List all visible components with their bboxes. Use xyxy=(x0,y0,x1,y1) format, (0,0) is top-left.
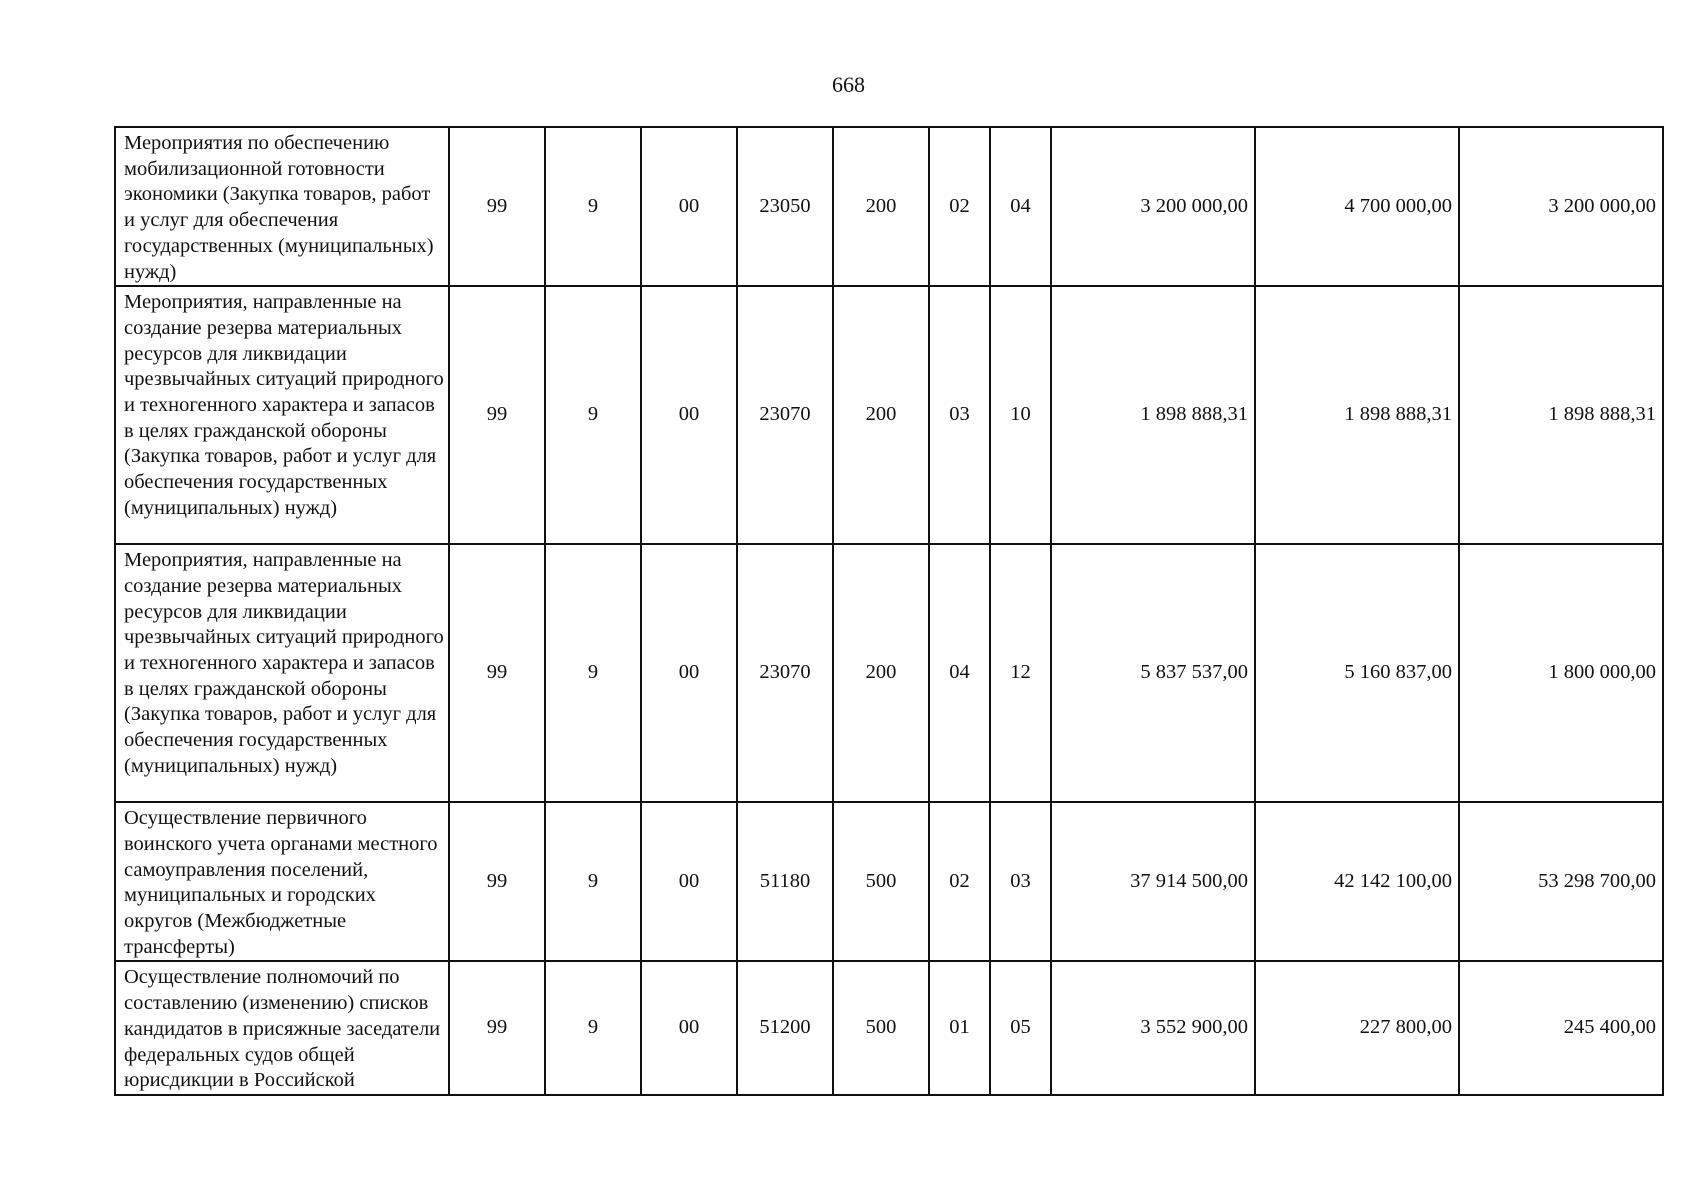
page-number: 668 xyxy=(832,72,865,97)
amount-year-2: 1 898 888,31 xyxy=(1255,286,1459,544)
expense-type-code: 200 xyxy=(833,286,929,544)
expense-type-code: 500 xyxy=(833,961,929,1095)
amount-year-2: 5 160 837,00 xyxy=(1255,544,1459,802)
expense-type-code: 200 xyxy=(833,544,929,802)
amount-year-3: 245 400,00 xyxy=(1459,961,1663,1095)
amount-year-1: 3 200 000,00 xyxy=(1051,127,1255,286)
subprogram-code: 9 xyxy=(545,286,641,544)
main-event-code: 00 xyxy=(641,127,737,286)
section-code: 01 xyxy=(929,961,990,1095)
table-row xyxy=(115,961,1663,1095)
section-code: 02 xyxy=(929,802,990,961)
subsection-code: 12 xyxy=(990,544,1051,802)
direction-code: 51180 xyxy=(737,802,833,961)
program-code: 99 xyxy=(449,961,545,1095)
row-description: Мероприятия, направленные на создание резерва материальных ресурсов для ликвидации чрезвычайных ситуаций природного и техногенного характера и запасов в целях гражданской обороны (Закупка товаров, работ и услуг для обеспечения государственных (муниципальных) нужд) xyxy=(115,544,449,802)
subsection-code: 10 xyxy=(990,286,1051,544)
expense-type-code: 500 xyxy=(833,802,929,961)
row-description: Мероприятия, направленные на создание резерва материальных ресурсов для ликвидации чрезвычайных ситуаций природного и техногенного характера и запасов в целях гражданской обороны (Закупка товаров, работ и услуг для обеспечения государственных (муниципальных) нужд) xyxy=(115,286,449,544)
subsection-code: 04 xyxy=(990,127,1051,286)
amount-year-2: 227 800,00 xyxy=(1255,961,1459,1095)
subprogram-code: 9 xyxy=(545,802,641,961)
direction-code: 23070 xyxy=(737,286,833,544)
subprogram-code: 9 xyxy=(545,544,641,802)
amount-year-1: 5 837 537,00 xyxy=(1051,544,1255,802)
direction-code: 23070 xyxy=(737,544,833,802)
amount-year-3: 53 298 700,00 xyxy=(1459,802,1663,961)
expense-type-code: 200 xyxy=(833,127,929,286)
row-description: Осуществление первичного воинского учета органами местного самоуправления поселений, муниципальных и городских округов (Межбюджетные трансферты) xyxy=(115,802,449,961)
program-code: 99 xyxy=(449,802,545,961)
section-code: 04 xyxy=(929,544,990,802)
amount-year-3: 1 800 000,00 xyxy=(1459,544,1663,802)
amount-year-1: 37 914 500,00 xyxy=(1051,802,1255,961)
table-row xyxy=(115,286,1663,544)
direction-code: 51200 xyxy=(737,961,833,1095)
table-row xyxy=(115,802,1663,961)
amount-year-3: 1 898 888,31 xyxy=(1459,286,1663,544)
budget-table xyxy=(114,126,1664,1096)
main-event-code: 00 xyxy=(641,802,737,961)
amount-year-3: 3 200 000,00 xyxy=(1459,127,1663,286)
subprogram-code: 9 xyxy=(545,961,641,1095)
subsection-code: 03 xyxy=(990,802,1051,961)
program-code: 99 xyxy=(449,286,545,544)
program-code: 99 xyxy=(449,544,545,802)
subprogram-code: 9 xyxy=(545,127,641,286)
row-description: Осуществление полномочий по составлению (изменению) списков кандидатов в присяжные заседатели федеральных судов общей юрисдикции в Российской xyxy=(115,961,449,1095)
main-event-code: 00 xyxy=(641,961,737,1095)
table-row xyxy=(115,127,1663,286)
row-description: Мероприятия по обеспечению мобилизационной готовности экономики (Закупка товаров, работ и услуг для обеспечения государственных (муниципальных) нужд) xyxy=(115,127,449,286)
amount-year-1: 3 552 900,00 xyxy=(1051,961,1255,1095)
direction-code: 23050 xyxy=(737,127,833,286)
subsection-code: 05 xyxy=(990,961,1051,1095)
amount-year-2: 4 700 000,00 xyxy=(1255,127,1459,286)
main-event-code: 00 xyxy=(641,544,737,802)
amount-year-2: 42 142 100,00 xyxy=(1255,802,1459,961)
amount-year-1: 1 898 888,31 xyxy=(1051,286,1255,544)
table-row xyxy=(115,544,1663,802)
section-code: 02 xyxy=(929,127,990,286)
section-code: 03 xyxy=(929,286,990,544)
main-event-code: 00 xyxy=(641,286,737,544)
program-code: 99 xyxy=(449,127,545,286)
